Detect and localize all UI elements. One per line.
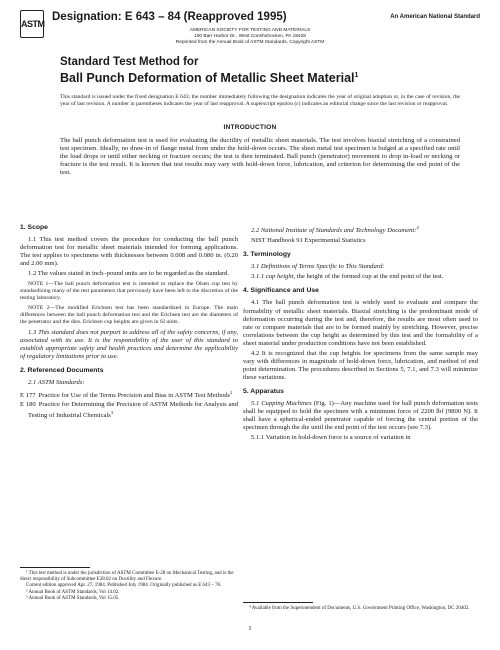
title-line-2 bbox=[60, 69, 460, 85]
terminology-heading: 3. Terminology bbox=[243, 251, 291, 259]
definition-term: 3.1.1 cup height, bbox=[251, 273, 296, 281]
reference-item bbox=[20, 389, 238, 400]
paragraph-5-1-1: 5.1.1 Variation in hold-down force is a source of variation in bbox=[251, 434, 411, 442]
left-column bbox=[20, 224, 238, 422]
footnotes-right bbox=[243, 602, 478, 612]
footnote-divider bbox=[20, 567, 90, 568]
footnote-mark: 2 bbox=[230, 390, 233, 395]
title-footnote-mark: 1 bbox=[354, 72, 359, 79]
publisher-line: 100 Barr Harbor Dr., West Conshohocken, PA 19428 bbox=[194, 34, 306, 39]
definition-cup-height bbox=[243, 273, 478, 281]
document-title bbox=[60, 55, 460, 85]
paragraph-5-1-label: 5.1 Cupping Machines bbox=[251, 399, 312, 407]
footnote: ³ Annual Book of ASTM Standards, Vol 15.05. bbox=[26, 595, 120, 601]
footnotes-left bbox=[20, 567, 238, 602]
paragraph-5-1 bbox=[243, 400, 478, 432]
footnote-mark: 4 bbox=[416, 225, 419, 230]
title-main: Ball Punch Deformation of Metallic Sheet Material bbox=[60, 71, 355, 86]
definitions-subheading: 3.1 Definitions of Terms Specific to This Standard: bbox=[251, 263, 385, 271]
nist-document: NIST Handbook 91 Experimental Statistics bbox=[251, 237, 366, 245]
reference-number: E 177 bbox=[20, 392, 36, 400]
reference-item bbox=[20, 401, 238, 420]
paragraph-1-1: 1.1 This test method covers the procedure for conducting the ball punch deformation test for metallic sheet materials intended for forming applications. The test applies to specimens with thicknesses between 0.008 and 0.080 in. (0.20 and 2.00 mm). bbox=[20, 236, 238, 268]
paragraph-1-2: 1.2 The values stated in inch–pound units are to be regarded as the standard. bbox=[28, 270, 230, 278]
reference-title: Practice for Use of the Terms Precision and Bias in ASTM Test Methods bbox=[38, 392, 231, 400]
paragraph-5-1-text: (Fig. 1)—Any machine used for ball punch deformation tests shall be equipped to hold the specimen with a minimum force of 2200 lbf (9800 N). It shall have a spherical-ended penetrator capable of forcing the central portion of the specimen through the die until the end point of the test occurs (see 7.3). bbox=[243, 399, 478, 432]
footnote-mark: 3 bbox=[110, 410, 114, 416]
footnote: Current edition approved Apr. 27, 1984. Published July 1984. Originally published as E 643 – 78. bbox=[26, 583, 222, 589]
reference-number: E 180 bbox=[20, 401, 36, 409]
issuance-note: This standard is issued under the fixed designation E 643; the number immediately following the designation indicates the year of original adoption or, in the case of revision, the year of last revision. A number in parentheses indicates the year of last reapproval. A superscript epsilon (ε) indicates an editorial change since the last revision or reapproval. bbox=[60, 94, 460, 108]
publisher-line: AMERICAN SOCIETY FOR TESTING AND MATERIALS bbox=[189, 28, 311, 33]
paragraph-4-2: 4.2 It is recognized that the cup heights for specimens from the same sample may vary with differences in magnitude of hold-down force, lubrication, and method of end point determination. The procedures described in Sections 5, 7.1, and 7.3 will minimize these variations. bbox=[243, 349, 478, 381]
nist-subheading bbox=[243, 224, 478, 235]
introduction-heading: INTRODUCTION bbox=[223, 124, 277, 131]
publisher-info bbox=[0, 28, 500, 46]
paragraph-4-1: 4.1 The ball punch deformation test is widely used to evaluate and compare the formability of metallic sheet materials. Biaxial stretching is the predominant mode of deformation occurring during the test and, therefore, the results are most often used to rate or compare materials that are to be formed mainly by stretching. However, precise correlations between the cup height as determined by this test and the formability of a sheet material under production conditions have not been established. bbox=[243, 299, 478, 347]
definition-text: the height of the formed cup at the end point of the test. bbox=[295, 273, 444, 281]
right-column bbox=[243, 224, 478, 444]
note-2: NOTE 2—The modified Erichsen test has been standardized in Europe. The main differences between the ball punch deformation test and the Erichsen test are the diameters of the penetrator and the dies. Erichsen cup heights are given in SI units. bbox=[20, 305, 238, 325]
astm-standards-subheading: 2.1 ASTM Standards: bbox=[28, 378, 85, 386]
footnote: ⁴ Available from the Superintendent of Documents, U.S. Government Printing Office, Washington, DC 20402. bbox=[249, 606, 470, 611]
apparatus-heading: 5. Apparatus bbox=[243, 387, 284, 395]
nist-subheading-text: 2.2 National Institute of Standards and Technology Document: bbox=[251, 227, 417, 235]
astm-logo: ASTM bbox=[20, 10, 44, 38]
designation: Designation: E 643 – 84 (Reapproved 1995) bbox=[52, 11, 287, 23]
publisher-line: Reprinted from the Annual Book of ASTM Standards, Copyright ASTM bbox=[175, 40, 325, 45]
scope-heading: 1. Scope bbox=[20, 224, 48, 231]
reference-title: Practice for Determining the Precision of ASTM Methods for Analysis and Testing of Industrial Chemicals bbox=[28, 401, 238, 420]
page-number: 1 bbox=[248, 625, 252, 632]
footnote: ¹ This test method is under the jurisdiction of ASTM Committee E-28 on Mechanical Testing, and is the direct responsibility of Subcommittee E28.02 on Ductility and Flexure. bbox=[20, 571, 234, 583]
footnote: ² Annual Book of ASTM Standards, Vol 14.02. bbox=[26, 589, 120, 595]
significance-heading: 4. Significance and Use bbox=[243, 287, 319, 295]
footnote-divider bbox=[243, 602, 313, 603]
paragraph-1-3: 1.3 This standard does not purport to address all of the safety concerns, if any, associated with its use. It is the responsibility of the user of this standard to establish appropriate safety and health practices and determine the applicability of regulatory limitations prior to use. bbox=[20, 328, 238, 360]
note-1: NOTE 1—The ball punch deformation test is intended to replace the Olsen cup test by standardizing many of the test parameters that previously have been left to the discretion of the testing laboratory. bbox=[20, 281, 238, 302]
introduction-text: The ball punch deformation test is used for evaluating the ductility of metallic sheet materials. The test involves biaxial stretching of a constrained test specimen. Ideally, no draw-in of flange metal from under the hold-down occurs. The sheet metal test specimen is bulged at a specified rate until the load drops or until either necking or fracture occurs; the test is then terminated. Ball punch (penetrator) movement to drop in-load or necking or fracture is the test result. It is known that test results may vary with hold-down force, lubrication, and criterion for determining the end point of the test. bbox=[60, 137, 460, 177]
title-line-1: Standard Test Method for bbox=[60, 56, 199, 68]
referenced-documents-heading: 2. Referenced Documents bbox=[20, 366, 104, 374]
standard-type-label: An American National Standard bbox=[390, 14, 480, 20]
